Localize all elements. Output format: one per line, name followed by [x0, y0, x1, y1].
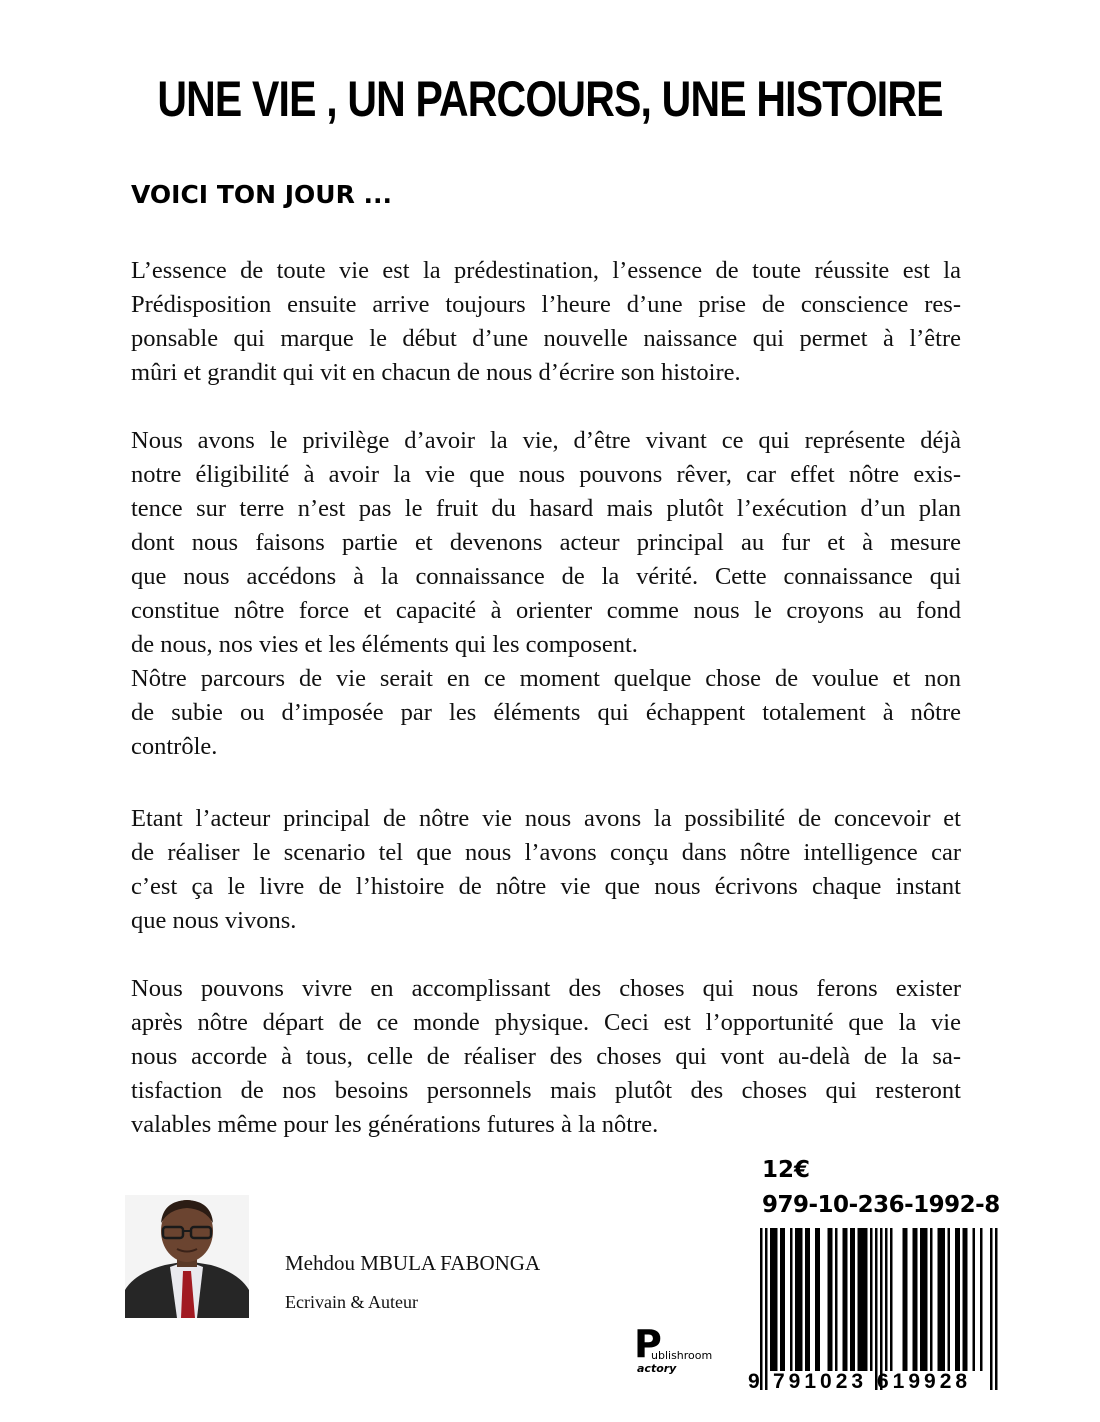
- isbn: 979-10-236-1992-8: [762, 1192, 1000, 1218]
- text-line: ponsable qui marque le début d’une nouvelle naissance qui permet à l’être: [131, 325, 961, 352]
- paragraph-4: [131, 972, 961, 1142]
- barcode-bar: [853, 1228, 856, 1371]
- barcode-bar: [990, 1228, 993, 1390]
- text-line: c’est ça le livre de l’histoire de nôtre vie que nous écrivons chaque instant: [131, 873, 961, 900]
- barcode-bar: [958, 1228, 961, 1371]
- barcode-bar: [938, 1228, 941, 1371]
- text-line: de réaliser le scenario tel que nous l’avons conçu dans nôtre intelligence car: [131, 839, 961, 866]
- barcode-bar: [773, 1228, 776, 1371]
- text-line: que nous vivons.: [131, 907, 297, 934]
- text-line: nous accorde à tous, celle de réaliser des choses qui vont au-delà de la sa-: [131, 1043, 961, 1070]
- text-line: constitue nôtre force et capacité à orienter comme nous le croyons au fond: [131, 597, 961, 624]
- barcode-bar: [760, 1228, 763, 1390]
- barcode-bar: [798, 1228, 801, 1371]
- barcode-right-digits: 619928: [877, 1370, 972, 1390]
- barcode-bars: [760, 1228, 998, 1390]
- text-line: notre éligibilité à avoir la vie que nous pouvons rêver, car effet nôtre exis-: [131, 461, 961, 488]
- barcode-bar: [865, 1228, 868, 1371]
- text-line: tence sur terre n’est pas le fruit du hasard mais plutôt l’exécution d’un plan: [131, 495, 961, 522]
- book-title: UNE VIE , UN PARCOURS, UNE HISTOIRE: [157, 71, 943, 127]
- publisher-logo-line1: ublishroom: [651, 1349, 713, 1362]
- barcode-bar: [830, 1228, 833, 1371]
- barcode-bar: [905, 1228, 908, 1371]
- text-line: contrôle.: [131, 733, 218, 760]
- text-line: dont nous faisons partie et devenons acteur principal au fur et à mesure: [131, 529, 961, 556]
- barcode-bar: [925, 1228, 928, 1371]
- barcode-bar: [885, 1228, 888, 1371]
- publisher-logo: [634, 1322, 720, 1379]
- barcode-first-digit: 9: [748, 1370, 760, 1390]
- barcode-bar: [880, 1228, 883, 1390]
- paragraph-1: [131, 254, 961, 390]
- barcode-bar: [790, 1228, 793, 1371]
- barcode-bar: [863, 1228, 866, 1371]
- text-line: Nôtre parcours de vie serait en ce moment quelque chose de voulue et non: [131, 665, 961, 692]
- barcode-bar: [973, 1228, 976, 1371]
- author-photo: [125, 1195, 249, 1318]
- text-line: L’essence de toute vie est la prédestination, l’essence de toute réussite est la: [131, 257, 961, 284]
- author-name: Mehdou MBULA FABONGA: [285, 1251, 541, 1275]
- barcode-bar: [963, 1228, 966, 1371]
- text-line: Nous pouvons vivre en accomplissant des choses qui nous ferons exister: [131, 975, 961, 1002]
- text-line: Nous avons le privilège d’avoir la vie, d’être vivant ce qui représente déjà: [131, 427, 961, 454]
- barcode-bar: [765, 1228, 768, 1390]
- text-line: mûri et grandit qui vit en chacun de nous d’écrire son histoire.: [131, 359, 741, 386]
- barcode-bar: [890, 1228, 893, 1371]
- text-line: Etant l’acteur principal de nôtre vie nous avons la possibilité de concevoir et: [131, 805, 961, 832]
- paragraph-2: [131, 424, 961, 764]
- barcode-bar: [930, 1228, 933, 1371]
- barcode-bar: [850, 1228, 853, 1371]
- barcode-bar: [770, 1228, 773, 1371]
- text-line: valables même pour les générations futures à la nôtre.: [131, 1111, 659, 1138]
- text-line: après nôtre départ de ce monde physique. Ceci est l’opportunité que la vie: [131, 1009, 961, 1036]
- isbn-barcode: [748, 1228, 998, 1390]
- barcode-bar: [903, 1228, 906, 1371]
- barcode-bar: [943, 1228, 946, 1371]
- section-heading: VOICI TON JOUR ...: [131, 180, 393, 209]
- barcode-bar: [775, 1228, 778, 1371]
- barcode-bar: [915, 1228, 918, 1371]
- publisher-logo-letter: P: [634, 1322, 662, 1366]
- text-line: tisfaction de nos besoins personnels mais plutôt des choses qui resteront: [131, 1077, 961, 1104]
- barcode-bar: [835, 1228, 838, 1371]
- barcode-bar: [980, 1228, 983, 1371]
- barcode-bar: [860, 1228, 863, 1371]
- barcode-bar: [783, 1228, 786, 1371]
- barcode-bar: [845, 1228, 848, 1371]
- barcode-bar: [795, 1228, 798, 1371]
- barcode-bar: [843, 1228, 846, 1371]
- publisher-logo-line2: actory: [637, 1362, 677, 1375]
- barcode-bar: [995, 1228, 998, 1390]
- barcode-bar: [965, 1228, 968, 1371]
- barcode-bar: [828, 1228, 831, 1371]
- text-line: Prédisposition ensuite arrive toujours l’heure d’une prise de conscience res-: [131, 291, 961, 318]
- barcode-bar: [955, 1228, 958, 1371]
- barcode-bar: [780, 1228, 783, 1371]
- barcode-bar: [808, 1228, 811, 1371]
- barcode-bar: [948, 1228, 951, 1371]
- barcode-bar: [875, 1228, 878, 1390]
- paragraph-3: [131, 802, 961, 938]
- barcode-bar: [818, 1228, 821, 1371]
- barcode-bar: [870, 1228, 873, 1371]
- barcode-left-digits: 791023: [773, 1370, 868, 1390]
- text-line: que nous accédons à la connaissance de la vérité. Cette connaissance qui: [131, 563, 961, 590]
- text-line: de nous, nos vies et les éléments qui les composent.: [131, 631, 638, 658]
- barcode-bar: [923, 1228, 926, 1371]
- barcode-bar: [858, 1228, 861, 1371]
- barcode-bar: [800, 1228, 803, 1371]
- barcode-bar: [940, 1228, 943, 1371]
- barcode-bar: [913, 1228, 916, 1371]
- barcode-bar: [805, 1228, 808, 1371]
- barcode-bar: [815, 1228, 818, 1371]
- author-role: Ecrivain & Auteur: [285, 1292, 418, 1312]
- text-line: de subie ou d’imposée par les éléments qui échappent totalement à nôtre: [131, 699, 961, 726]
- price: 12€: [762, 1157, 811, 1183]
- barcode-bar: [920, 1228, 923, 1371]
